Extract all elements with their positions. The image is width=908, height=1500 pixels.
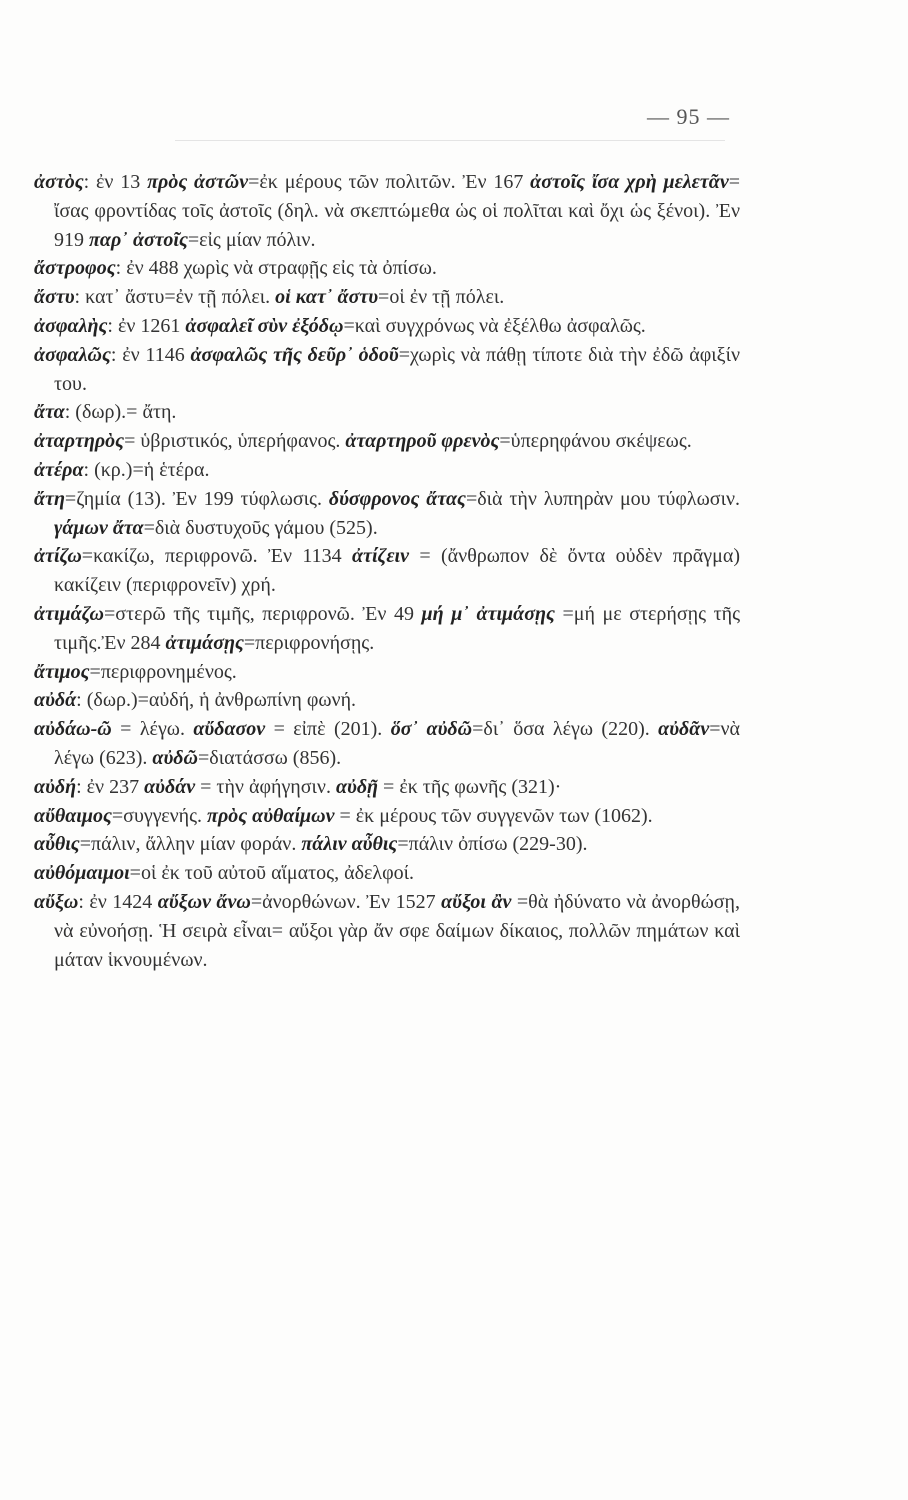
entry-citation: αὔδασον (193, 718, 266, 741)
entry-citation: αὐδᾶν (658, 718, 710, 741)
glossary-entry (34, 456, 740, 485)
glossary-entry (34, 254, 740, 283)
glossary-entry (34, 830, 740, 859)
entry-citation: ἀστοῖς ἴσα χρὴ μελετᾶν (530, 171, 729, 193)
entry-headword: αὐθόμαιμοι (34, 862, 130, 885)
glossary-entry (34, 658, 740, 687)
glossary-entry (34, 341, 740, 399)
entry-citation: ἀσφαλεῖ σὺν ἐξόδῳ (185, 314, 344, 337)
entry-gloss: ἐν 13 (96, 171, 148, 193)
entry-citation: ἀσφαλῶς τῆς δεῦρ᾿ ὁδοῦ (190, 343, 399, 366)
entry-gloss: =συγγενής. (111, 804, 208, 827)
entry-gloss: = εἰπὲ (201). (265, 718, 391, 741)
glossary-entries (34, 168, 740, 974)
glossary-entry (34, 427, 740, 456)
entry-gloss: =θὰ ἠδύνατο νὰ ἀνορθώσῃ, νὰ εὐνοήσῃ. Ἡ σειρὰ εἶναι= αὔξοι γὰρ ἄν σφε δαίμων δίκαιος, πολλῶν πημάτων καὶ μάταν ἱκνουμένων. (54, 890, 741, 971)
entry-gloss: =ἐκ μέρους τῶν πολιτῶν. Ἐν 167 (248, 171, 531, 193)
glossary-entry (34, 485, 740, 543)
entry-headword: ἀσφαλῶς (34, 343, 111, 366)
entry-gloss: =διὰ τὴν λυπηρὰν μου τύφλωσιν. (465, 487, 740, 510)
glossary-entry (34, 283, 740, 312)
entry-gloss: =καὶ συγχρόνως νὰ ἐξέλθω ἀσφαλῶς. (343, 314, 646, 337)
entry-gloss: =κακίζω, περιφρονῶ. Ἐν 1134 (81, 545, 353, 568)
entry-citation: αὐδῶ (152, 746, 198, 769)
entry-gloss: =χωρὶς νὰ πάθῃ τίποτε διὰ τὴν ἐδῶ ἀφιξίν του. (54, 343, 740, 395)
entry-citation: ἀταρτηροῦ φρενὸς (345, 430, 500, 453)
entry-headword: ἄτα (34, 401, 65, 424)
entry-gloss: =μή με στερήσῃς τῆς τιμῆς.Ἐν 284 (54, 602, 740, 654)
entry-headword: αὔξω (34, 890, 79, 913)
entry-gloss: =ἀνορθώνων. Ἐν 1527 (250, 890, 442, 913)
glossary-entry (34, 686, 740, 715)
glossary-entry (34, 802, 740, 831)
entry-headword: ἀταρτηρὸς (34, 430, 125, 453)
entry-gloss: : κατ᾿ ἄστυ=ἐν τῇ πόλει. (74, 286, 276, 309)
entry-gloss: = ἴσας φροντίδας τοῖς ἀστοῖς (δηλ. νὰ σκεπτώμεθα ὡς οἱ πολῖται καὶ ὄχι ὡς ξένοι). Ἐν 919 (54, 171, 740, 251)
entry-gloss: : (83, 171, 97, 193)
entry-headword: ἄτη (34, 487, 65, 510)
entry-gloss: = ἐκ τῆς φωνῆς (321)· (378, 775, 562, 798)
entry-headword: ἀτίζω (34, 545, 82, 568)
entry-gloss: = ἐκ μέρους τῶν συγγενῶν των (1062). (334, 804, 653, 827)
entry-citation: γάμων ἄτα (54, 516, 144, 539)
glossary-entry (34, 398, 740, 427)
entry-headword: ἀστὸς (34, 171, 84, 193)
entry-headword: ἀτέρα (34, 458, 84, 481)
entry-headword: ἄτιμος (34, 660, 90, 683)
entry-gloss: =εἰς μίαν πόλιν. (187, 228, 316, 251)
entry-citation: αὔξοι ἂν (441, 890, 512, 913)
entry-gloss: =περιφρονήσῃς. (243, 631, 375, 654)
glossary-entry (34, 600, 740, 658)
entry-headword: ἄστυ (34, 286, 75, 309)
glossary-entry (34, 859, 740, 888)
entry-gloss: =ὑπερηφάνου σκέψεως. (499, 430, 692, 453)
glossary-entry (34, 773, 740, 802)
entry-gloss: =πάλιν, ἄλλην μίαν φοράν. (79, 833, 302, 856)
entry-headword: αὐδά (34, 689, 77, 712)
entry-gloss: =οἱ ἐν τῇ πόλει. (378, 286, 505, 309)
entry-gloss: =νὰ λέγω (623). (54, 718, 741, 769)
entry-citation: μή μ᾿ ἀτιμάσῃς (421, 602, 555, 625)
entry-gloss: =δι᾿ ὅσα λέγω (220). (472, 718, 659, 741)
entry-gloss: : ἐν 237 (76, 775, 145, 798)
glossary-entry (34, 168, 740, 254)
entry-gloss: =περιφρονημένος. (89, 660, 237, 683)
entry-headword: ἀτιμάζω (34, 602, 104, 625)
entry-citation: παρ᾿ ἀστοῖς (89, 228, 188, 251)
entry-citation: αὔξων ἄνω (157, 890, 251, 913)
entry-gloss: =οἱ ἐκ τοῦ αὐτοῦ αἵματος, ἀδελφοί. (129, 862, 415, 885)
entry-gloss: : ἐν 1146 (110, 343, 191, 366)
entry-gloss: =διατάσσω (856). (198, 746, 342, 769)
entry-gloss: =πάλιν ὀπίσω (229-30). (397, 833, 588, 856)
entry-citation: πρὸς ἀστῶν (147, 171, 249, 193)
entry-gloss: : ἐν 488 χωρὶς νὰ στραφῇς εἰς τὰ ὀπίσω. (115, 257, 437, 280)
entry-gloss: : ἐν 1424 (78, 890, 158, 913)
entry-citation: αὐδῇ (335, 775, 379, 798)
entry-gloss: = ὑβριστικός, ὑπερήφανος. (124, 430, 346, 453)
entry-citation: ἀτίζειν (352, 545, 409, 568)
glossary-entry (34, 542, 740, 600)
entry-gloss: =στερῶ τῆς τιμῆς, περιφρονῶ. Ἐν 49 (103, 602, 422, 625)
entry-gloss: = (ἄνθρωπον δὲ ὄντα οὐδὲν πρᾶγμα) κακίζειν (περιφρονεῖν) χρή. (54, 545, 740, 597)
entry-citation: οἱ κατ᾿ ἄστυ (275, 286, 379, 309)
entry-citation: ὅσ᾿ αὐδῶ (390, 718, 473, 741)
entry-gloss: = τὴν ἀφήγησιν. (195, 775, 336, 798)
header-rule (175, 140, 725, 141)
entry-gloss: : (δωρ).= ἄτη. (64, 401, 177, 424)
entry-citation: ἀτιμάσῃς (165, 631, 244, 654)
entry-gloss: : ἐν 1261 (107, 314, 186, 337)
entry-gloss: : (κρ.)=ἡ ἑτέρα. (83, 458, 210, 481)
entry-headword: αὔθαιμος (34, 804, 112, 827)
entry-citation: πάλιν αὖθις (301, 833, 398, 856)
glossary-entry (34, 715, 740, 773)
entry-citation: αὐδάν (144, 775, 196, 798)
entry-gloss: = λέγω. (111, 718, 194, 741)
glossary-entry (34, 312, 740, 341)
entry-headword: αὐδή (34, 775, 77, 798)
entry-headword: ἄστροφος (34, 257, 116, 280)
entry-headword: ἀσφαλὴς (34, 314, 108, 337)
entry-gloss: =διὰ δυστυχοῦς γάμου (525). (143, 516, 378, 539)
entry-gloss: =ζημία (13). Ἐν 199 τύφλωσις. (64, 487, 329, 510)
entry-gloss: : (δωρ.)=αὐδή, ἡ ἀνθρωπίνη φωνή. (76, 689, 357, 712)
entry-headword: αὖθις (34, 833, 80, 856)
entry-citation: δύσφρονος ἄτας (328, 487, 466, 510)
entry-citation: πρὸς αὐθαίμων (207, 804, 335, 827)
page-number: — 95 — (647, 104, 730, 129)
glossary-entry (34, 888, 740, 974)
entry-headword: αὐδάω-ῶ (34, 718, 112, 741)
